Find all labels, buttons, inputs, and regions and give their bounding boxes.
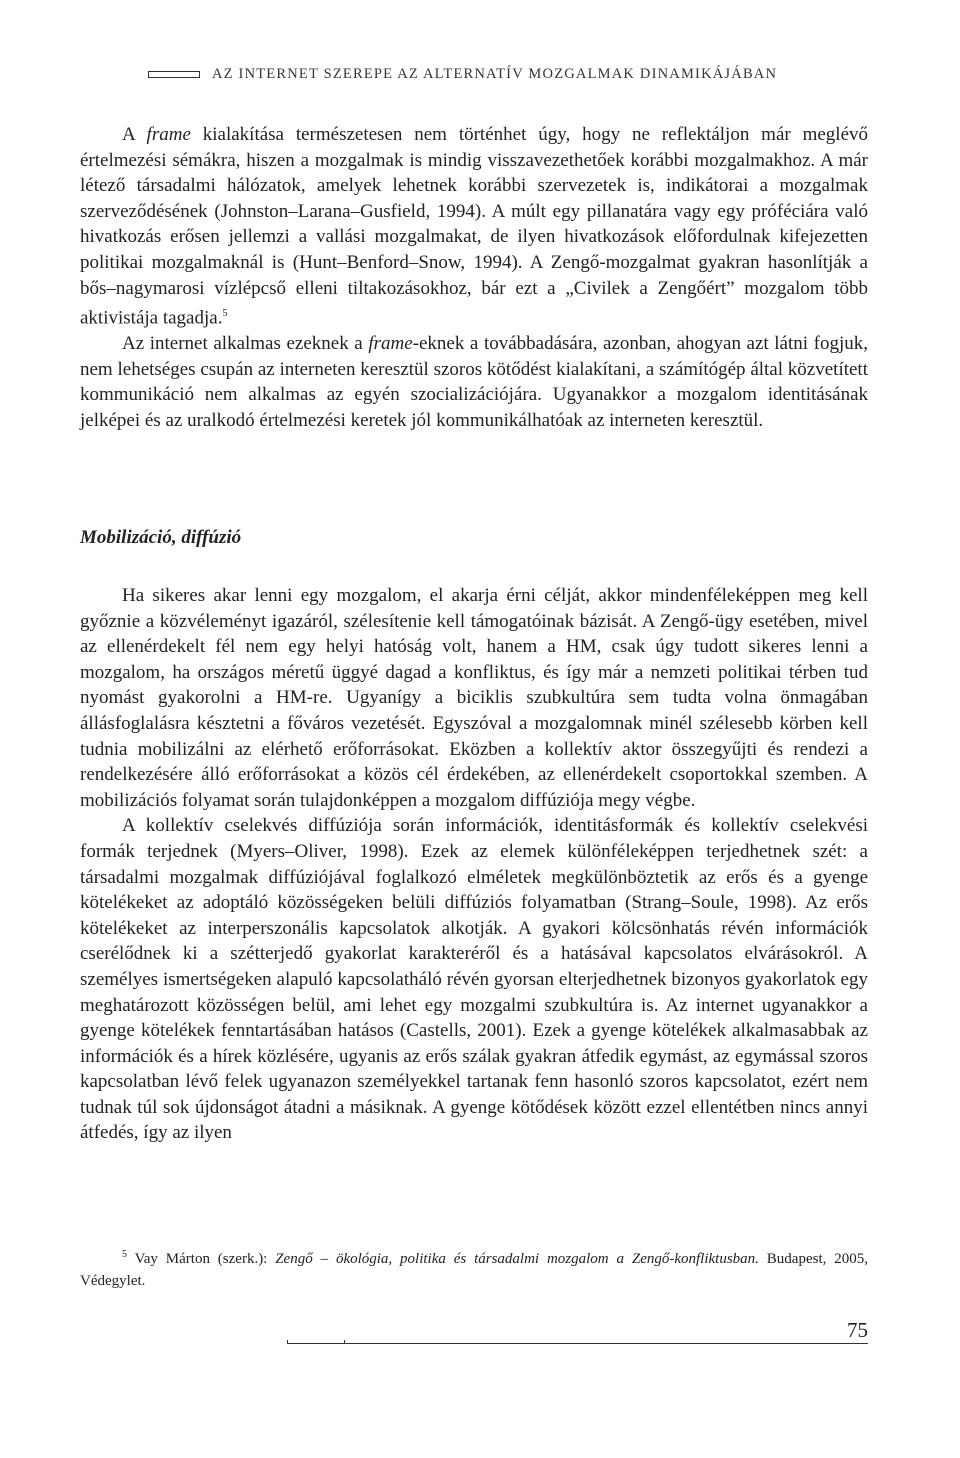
paragraph-2 bbox=[80, 331, 868, 433]
paragraph-3: Ha sikeres akar lenni egy mozgalom, el akarja érni célját, akkor mindenféleképpen meg kell győznie a közvéleményt igazáról, szélesítenie kell támogatóinak bázisát. A Zengő-ügy esetében, mivel az ellenérdekelt fél nem egy helyi hatóság volt, hanem a HM, csak úgy tudott sikeres lenni a mozgalom, ha országos méretű üggyé dagad a konfliktus, és így már a nemzeti politikai térben tud nyomást gyakorolni a HM-re. Ugyanígy a biciklis szubkultúra sem tudta volna önmagában állásfoglalásra késztetni a főváros vezetését. Egyszóval a mozgalomnak minél szélesebb körben kell tudnia mobilizálni az elérhető erőforrásokat. Eközben a kollektív aktor összegyűjti és rendezi a rendelkezésére álló erőforrásokat a közös cél érdekében, az ellenérdekelt csoportokkal szemben. A mobilizációs folyamat során tulajdonképpen a mozgalom diffúziója megy végbe. bbox=[80, 585, 868, 811]
para2-post: -eknek a továbbadására, azonban, ahogyan azt látni fogjuk, nem lehetséges csupán az interneten keresztül szoros kötődést kialakítani, a számítógép által közvetített kommunikáció nem alkalmas az egyén szocializációjára. Ugyanakkor a mozgalom identitásának jelképei és az uralkodó értelmezési keretek jól kommunikálhatóak az interneten keresztül. bbox=[80, 333, 868, 431]
footnote bbox=[80, 1244, 868, 1292]
paragraph-1 bbox=[80, 122, 868, 331]
page-number: 75 bbox=[847, 1318, 868, 1342]
para1-post: kialakítása természetesen nem történhet úgy, hogy ne reflektáljon már meglévő értelmezési sémákra, hiszen a mozgalmak is mindig visszavezethetőek korábbi mozgalmakhoz. A már létező társadalmi hálózatok, amelyek lehetnek korábbi szervezetek is, indikátorai a mozgalmak szerveződésének (Johnston–Larana–Gusfield, 1994). A múlt egy pillanatára vagy egy próféciára való hivatkozás erősen jellemzi a vallási mozgalmakat, de ilyen hivatkozások előfordulnak kifejezetten politikai mozgalmaknál is (Hunt–Benford–Snow, 1994). A Zengő-mozgalmat gyakran hasonlítják a bős–nagymarosi vízlépcső elleni tiltakozásokhoz, bár ezt a „Civilek a Zengőért” mozgalom több aktivistája tagadja. bbox=[80, 124, 868, 329]
footnote-text bbox=[80, 1244, 868, 1292]
footnote-mark: 5 bbox=[122, 1249, 127, 1260]
running-title: AZ INTERNET SZEREPE AZ ALTERNATÍV MOZGALMAK DINAMIKÁJÁBAN bbox=[212, 65, 778, 82]
footer-rule bbox=[345, 1343, 868, 1344]
footer-ornament bbox=[287, 1340, 345, 1344]
footnote-ref: 5 bbox=[222, 308, 228, 320]
section-title: Mobilizáció, diffúzió bbox=[80, 527, 242, 548]
running-header bbox=[148, 62, 868, 86]
text-block-bottom bbox=[80, 583, 868, 1146]
footnote-pre: Vay Márton (szerk.): bbox=[127, 1251, 276, 1267]
para1-italic: frame bbox=[146, 124, 191, 145]
header-ornament bbox=[148, 71, 200, 78]
para2-pre: Az internet alkalmas ezeknek a bbox=[122, 333, 369, 355]
paragraph-4: A kollektív cselekvés diffúziója során információk, identitásformák és kollektív cselekvési formák terjednek (Myers–Oliver, 1998). Ezek az elemek különféleképpen terjedhetnek szét: a társadalmi mozgalmak diffúziójával foglalkozó elméletek megkülönböztetik az erős és a gyenge kötelékeket az adoptáló közösségeken belüli diffúziós folyamatban (Strang–Soule, 1998). Az erős kötelékeket az interperszonális kapcsolatok alkotják. A gyakori kölcsönhatás révén információk cserélődnek ki a szétterjedő gyakorlat karakteréről és a hatásával kapcsolatos elvárásokról. A személyes ismertségeken alapuló kapcsolatháló révén gyorsan elterjedhetnek bizonyos gyakorlatok egy meghatározott közösségen belül, ami lehet egy mozgalmi szubkultúra is. Az internet ugyanakkor a gyenge kötelékek fenntartásában hatásos (Castells, 2001). Ezek a gyenge kötelékek alkalmasabbak az információk és a hírek közlésére, ugyanis az erős szálak gyakran átfedik egymást, az egymással szoros kapcsolatban lévő felek ugyanazon személyekkel tartanak fenn hasonló szoros kapcsolatot, ezért nem tudnak túl sok újdonságot átadni a másiknak. A gyenge kötődések között ezzel ellentétben nincs annyi átfedés, így az ilyen bbox=[80, 815, 868, 1144]
footnote-post: Budapest, 2005, Védegylet. bbox=[80, 1251, 868, 1289]
text-block-top bbox=[80, 122, 868, 433]
para1-pre: A bbox=[122, 124, 147, 145]
para2-italic: frame bbox=[368, 333, 413, 355]
footnote-italic: Zengő – ökológia, politika és társadalmi mozgalom a Zengő-konfliktusban. bbox=[275, 1251, 759, 1267]
